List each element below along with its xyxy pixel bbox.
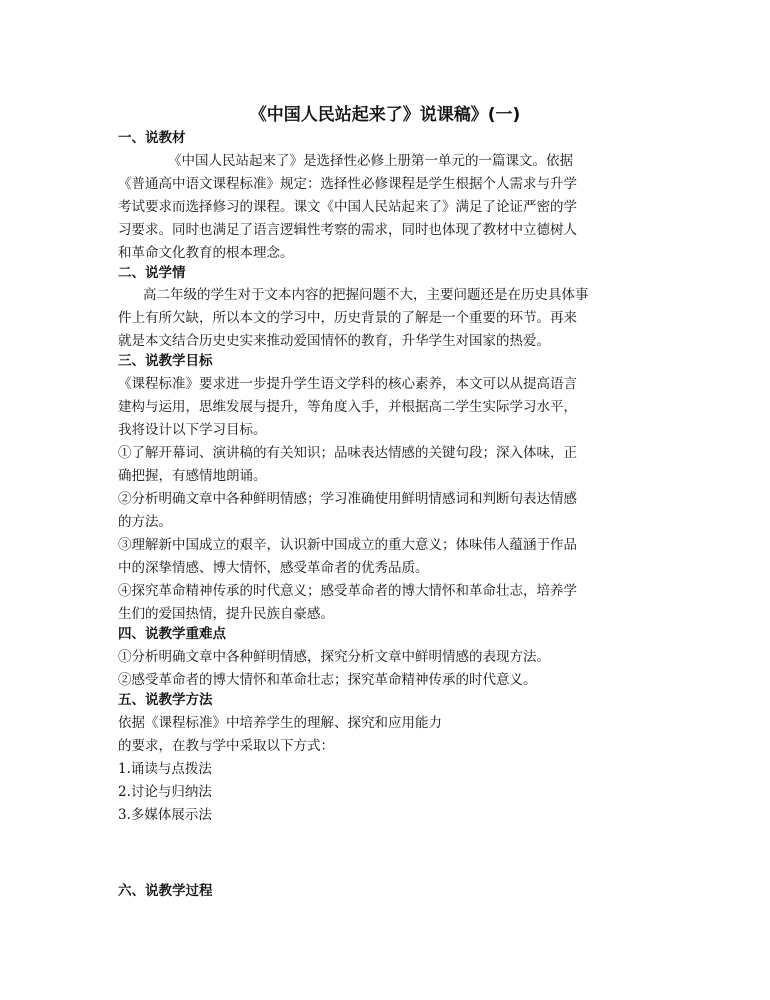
section-heading-2: 二、说学情 [118,265,186,281]
section-heading-1: 一、说教材 [118,130,186,146]
key-point-item: ①分析明确文章中各种鲜明情感，探究分析文章中鲜明情感的表现方法。 [118,649,550,665]
section-heading-3: 三、说教学目标 [118,353,213,369]
document-title: 《中国人民站起来了》说课稿》(一) [249,105,521,125]
goal-item: 的方法。 [118,514,172,530]
paragraph-line: 就是本文结合历史史实来推动爱国情怀的教育，升华学生对国家的热爱。 [118,333,550,349]
paragraph-line: 高二年级的学生对于文本内容的把握问题不大，主要问题还是在历史具体事 [143,287,589,303]
section-heading-4: 四、说教学重难点 [118,626,226,642]
paragraph-line: 和革命文化教育的根本理念。 [118,245,294,261]
paragraph-line: 《中国人民站起来了》是选择性必修上册第一单元的一篇课文。依据 [168,153,573,169]
key-point-item: ②感受革命者的博大情怀和革命壮志；探究革命精神传承的时代意义。 [118,672,537,688]
paragraph-line: 建构与运用，思维发展与提升，等角度入手，并根据高二学生实际学习水平， [118,399,577,415]
paragraph-line: 依据《课程标准》中培养学生的理解、探究和应用能力 [118,715,442,731]
method-item: 2.讨论与归纳法 [118,784,212,800]
goal-item: 中的深挚情感、博大情怀，感受革命者的优秀品质。 [118,560,429,576]
paragraph-line: 我将设计以下学习目标。 [118,422,267,438]
method-item: 1.诵读与点拨法 [118,761,212,777]
section-heading-5: 五、说教学方法 [118,692,213,708]
paragraph-line: 《普通高中语文课程标准》规定：选择性必修课程是学生根据个人需求与升学 [118,176,577,192]
goal-item: 确把握，有感情地朗诵。 [118,468,267,484]
method-item: 3.多媒体展示法 [118,807,212,823]
paragraph-line: 的要求，在教与学中采取以下方式： [118,738,334,754]
section-heading-6: 六、说教学过程 [118,883,213,899]
goal-item: ④探究革命精神传承的时代意义；感受革命者的博大情怀和革命壮志，培养学 [118,583,577,599]
goal-item: ②分析明确文章中各种鲜明情感；学习准确使用鲜明情感词和判断句表达情感 [118,491,577,507]
goal-item: ③理解新中国成立的艰辛，认识新中国成立的重大意义；体味伟人蕴涵于作品 [118,537,577,553]
goal-item: ①了解开幕词、演讲稿的有关知识；品味表达情感的关键句段；深入体味，正 [118,445,577,461]
paragraph-line: 《课程标准》要求进一步提升学生语文学科的核心素养，本文可以从提高语言 [118,376,577,392]
paragraph-line: 考试要求而选择修习的课程。课文《中国人民站起来了》满足了论证严密的学 [118,199,577,215]
paragraph-line: 件上有所欠缺，所以本文的学习中，历史背景的了解是一个重要的环节。再来 [118,310,577,326]
goal-item: 生们的爱国热情，提升民族自豪感。 [118,606,334,622]
paragraph-line: 习要求。同时也满足了语言逻辑性考察的需求，同时也体现了教材中立德树人 [118,222,577,238]
